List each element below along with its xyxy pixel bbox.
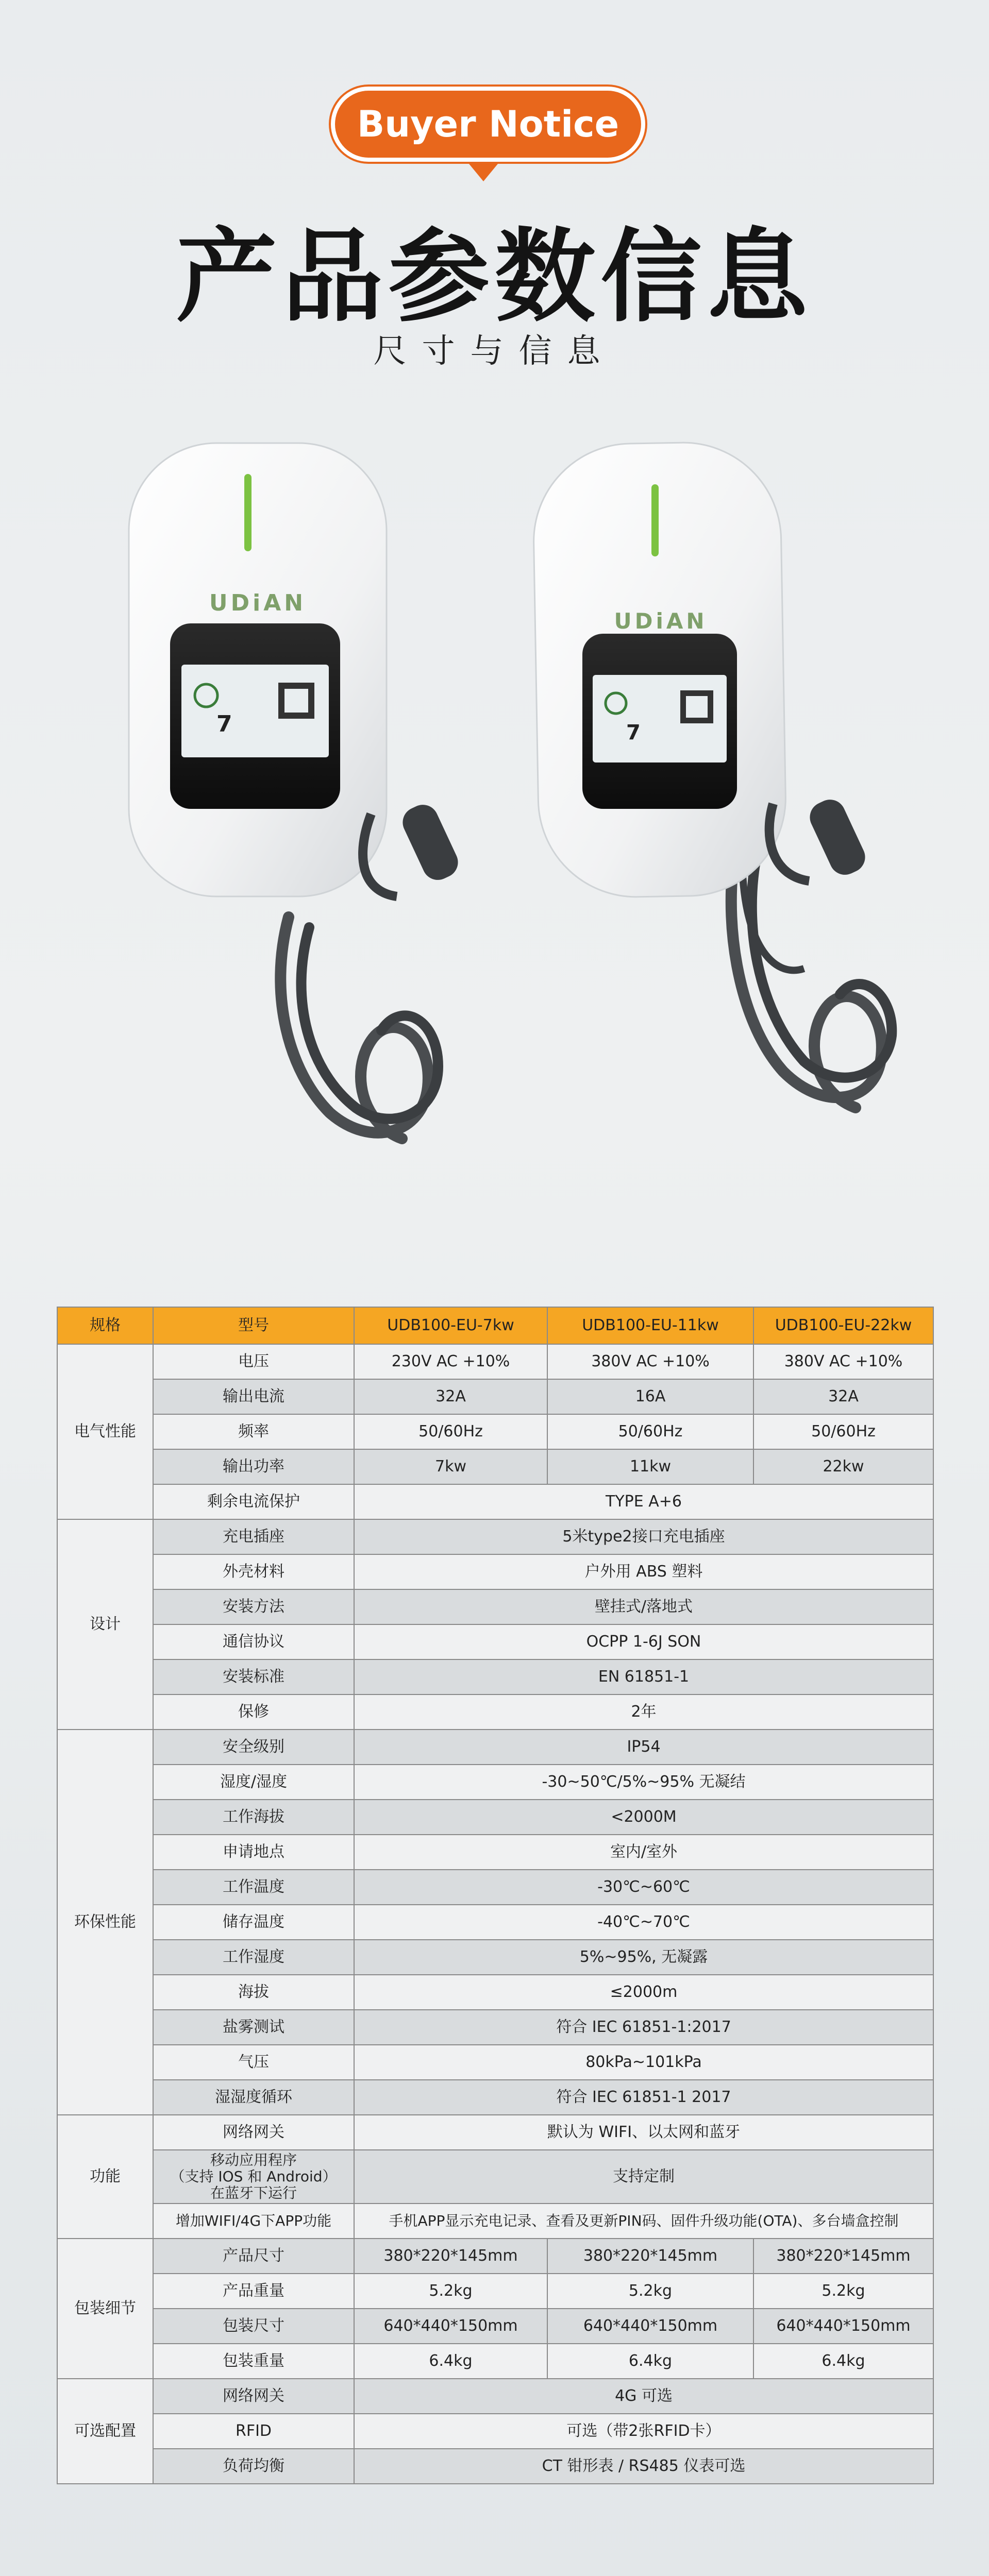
cell-value: 户外用 ABS 塑料 [354, 1554, 933, 1589]
cell-value: 50/60Hz [753, 1414, 933, 1449]
charger-left-brand: UDiAN [209, 590, 307, 616]
svg-text:7: 7 [216, 711, 232, 737]
cell-value: 符合 IEC 61851-1:2017 [354, 2010, 933, 2045]
charger-product-images [0, 402, 989, 1226]
row-label: 工作温度 [153, 1870, 354, 1905]
row-label: 产品尺寸 [153, 2239, 354, 2274]
row-label: 网络网关 [153, 2115, 354, 2150]
row-label: RFID [153, 2414, 354, 2449]
buyer-notice-badge [335, 91, 641, 158]
row-label: 剩余电流保护 [153, 1484, 354, 1519]
table-row [57, 1975, 933, 2010]
table-row [57, 1589, 933, 1624]
row-label: 安装标准 [153, 1659, 354, 1694]
cell-value: EN 61851-1 [354, 1659, 933, 1694]
row-label: 申请地点 [153, 1835, 354, 1870]
table-row [57, 2150, 933, 2204]
cell-value: 230V AC +10% [354, 1344, 547, 1379]
cell-value: 380*220*145mm [354, 2239, 547, 2274]
cell-value: CT 钳形表 / RS485 仪表可选 [354, 2449, 933, 2484]
spec-header-22kw: UDB100-EU-22kw [753, 1307, 933, 1344]
table-row [57, 2115, 933, 2150]
row-label: 充电插座 [153, 1519, 354, 1554]
cell-value: 符合 IEC 61851-1 2017 [354, 2080, 933, 2115]
table-row [57, 1835, 933, 1870]
cell-value: 壁挂式/落地式 [354, 1589, 933, 1624]
table-row [57, 1659, 933, 1694]
row-label: 网络网关 [153, 2379, 354, 2414]
charger-right-indicator-icon [651, 484, 659, 556]
table-row [57, 1519, 933, 1554]
cell-value: 11kw [547, 1449, 753, 1484]
badge-pointer [469, 164, 498, 181]
row-label: 安装方法 [153, 1589, 354, 1624]
cell-value: 5.2kg [547, 2274, 753, 2309]
svg-text:7: 7 [626, 721, 641, 744]
cell-value: 2年 [354, 1694, 933, 1730]
category-function: 功能 [57, 2115, 153, 2239]
table-row [57, 1484, 933, 1519]
page-title: 产品参数信息 [176, 218, 813, 336]
category-design: 设计 [57, 1519, 153, 1730]
cell-value: -40℃~70℃ [354, 1905, 933, 1940]
table-row [57, 1694, 933, 1730]
row-label: 盐雾测试 [153, 2010, 354, 2045]
table-row [57, 1800, 933, 1835]
page-subtitle: 尺寸与信息 [373, 332, 616, 370]
table-row [57, 2204, 933, 2239]
row-label: 电压 [153, 1344, 354, 1379]
row-label: 通信协议 [153, 1624, 354, 1659]
cell-value: 手机APP显示充电记录、查看及更新PIN码、固件升级功能(OTA)、多台墙盒控制 [354, 2204, 933, 2239]
table-row [57, 1449, 933, 1484]
table-row [57, 2344, 933, 2379]
row-label: 移动应用程序 （支持 IOS 和 Android） 在蓝牙下运行 [153, 2150, 354, 2204]
cell-value: 5.2kg [354, 2274, 547, 2309]
row-label: 工作海拔 [153, 1800, 354, 1835]
row-label: 频率 [153, 1414, 354, 1449]
table-row [57, 2449, 933, 2484]
row-label: 产品重量 [153, 2274, 354, 2309]
cell-value: -30~50℃/5%~95% 无凝结 [354, 1765, 933, 1800]
table-row [57, 2309, 933, 2344]
table-row [57, 1940, 933, 1975]
table-row [57, 2080, 933, 2115]
row-label: 保修 [153, 1694, 354, 1730]
cell-value: 22kw [753, 1449, 933, 1484]
table-row [57, 1554, 933, 1589]
row-label: 储存温度 [153, 1905, 354, 1940]
cell-value: 640*440*150mm [354, 2309, 547, 2344]
cell-value: 32A [354, 1379, 547, 1414]
cell-value: <2000M [354, 1800, 933, 1835]
table-row [57, 1730, 933, 1765]
table-row [57, 1344, 933, 1379]
table-row [57, 2274, 933, 2309]
buyer-notice-label: Buyer Notice [357, 103, 619, 145]
row-label: 包装重量 [153, 2344, 354, 2379]
charger-right-brand: UDiAN [614, 608, 708, 634]
table-row [57, 2045, 933, 2080]
cell-value: 380V AC +10% [547, 1344, 753, 1379]
charger-right [532, 441, 892, 1108]
cell-value: -30℃~60℃ [354, 1870, 933, 1905]
table-row [57, 1765, 933, 1800]
table-row [57, 1379, 933, 1414]
cell-value: 80kPa~101kPa [354, 2045, 933, 2080]
cell-value: 可选（带2张RFID卡） [354, 2414, 933, 2449]
cell-value: OCPP 1-6J SON [354, 1624, 933, 1659]
cell-value: 4G 可选 [354, 2379, 933, 2414]
row-label: 输出电流 [153, 1379, 354, 1414]
row-label: 海拔 [153, 1975, 354, 2010]
spec-header-spec: 规格 [57, 1307, 153, 1344]
table-row [57, 2414, 933, 2449]
cell-value: IP54 [354, 1730, 933, 1765]
row-label: 增加WIFI/4G下APP功能 [153, 2204, 354, 2239]
cell-value: 5%~95%, 无凝露 [354, 1940, 933, 1975]
spec-table-container [57, 1307, 933, 2484]
row-label: 湿度/湿度 [153, 1765, 354, 1800]
cell-value: ≤2000m [354, 1975, 933, 2010]
cell-value: 16A [547, 1379, 753, 1414]
cell-value: 5米type2接口充电插座 [354, 1519, 933, 1554]
table-row [57, 1905, 933, 1940]
spec-table [57, 1307, 934, 2484]
spec-header-11kw: UDB100-EU-11kw [547, 1307, 753, 1344]
cell-value: 默认为 WIFI、以太网和蓝牙 [354, 2115, 933, 2150]
table-row [57, 1624, 933, 1659]
row-label: 包装尺寸 [153, 2309, 354, 2344]
cell-value: 5.2kg [753, 2274, 933, 2309]
row-label: 外壳材料 [153, 1554, 354, 1589]
cell-value: 50/60Hz [354, 1414, 547, 1449]
row-label: 负荷均衡 [153, 2449, 354, 2484]
cell-value: 6.4kg [547, 2344, 753, 2379]
spec-header-row [57, 1307, 933, 1344]
category-electrical: 电气性能 [57, 1344, 153, 1519]
category-environment: 环保性能 [57, 1730, 153, 2115]
cell-value: 380V AC +10% [753, 1344, 933, 1379]
spec-header-model: 型号 [153, 1307, 354, 1344]
table-row [57, 1870, 933, 1905]
table-row [57, 2010, 933, 2045]
row-label: 气压 [153, 2045, 354, 2080]
table-row [57, 2239, 933, 2274]
cell-value: 支持定制 [354, 2150, 933, 2204]
table-row [57, 1414, 933, 1449]
cell-value: 室内/室外 [354, 1835, 933, 1870]
category-package: 包装细节 [57, 2239, 153, 2379]
cell-value: 6.4kg [354, 2344, 547, 2379]
cell-value: 640*440*150mm [753, 2309, 933, 2344]
row-label: 工作湿度 [153, 1940, 354, 1975]
charger-left [129, 443, 463, 1139]
cell-value: 50/60Hz [547, 1414, 753, 1449]
charger-left-indicator-icon [244, 474, 252, 551]
cell-value: 6.4kg [753, 2344, 933, 2379]
spec-header-7kw: UDB100-EU-7kw [354, 1307, 547, 1344]
cell-value: 380*220*145mm [753, 2239, 933, 2274]
row-label: 输出功率 [153, 1449, 354, 1484]
category-optional: 可选配置 [57, 2379, 153, 2484]
cell-value: 7kw [354, 1449, 547, 1484]
row-label: 安全级别 [153, 1730, 354, 1765]
cell-value: 380*220*145mm [547, 2239, 753, 2274]
cell-value: 640*440*150mm [547, 2309, 753, 2344]
cell-value: TYPE A+6 [354, 1484, 933, 1519]
cell-value: 32A [753, 1379, 933, 1414]
table-row [57, 2379, 933, 2414]
row-label: 湿湿度循环 [153, 2080, 354, 2115]
